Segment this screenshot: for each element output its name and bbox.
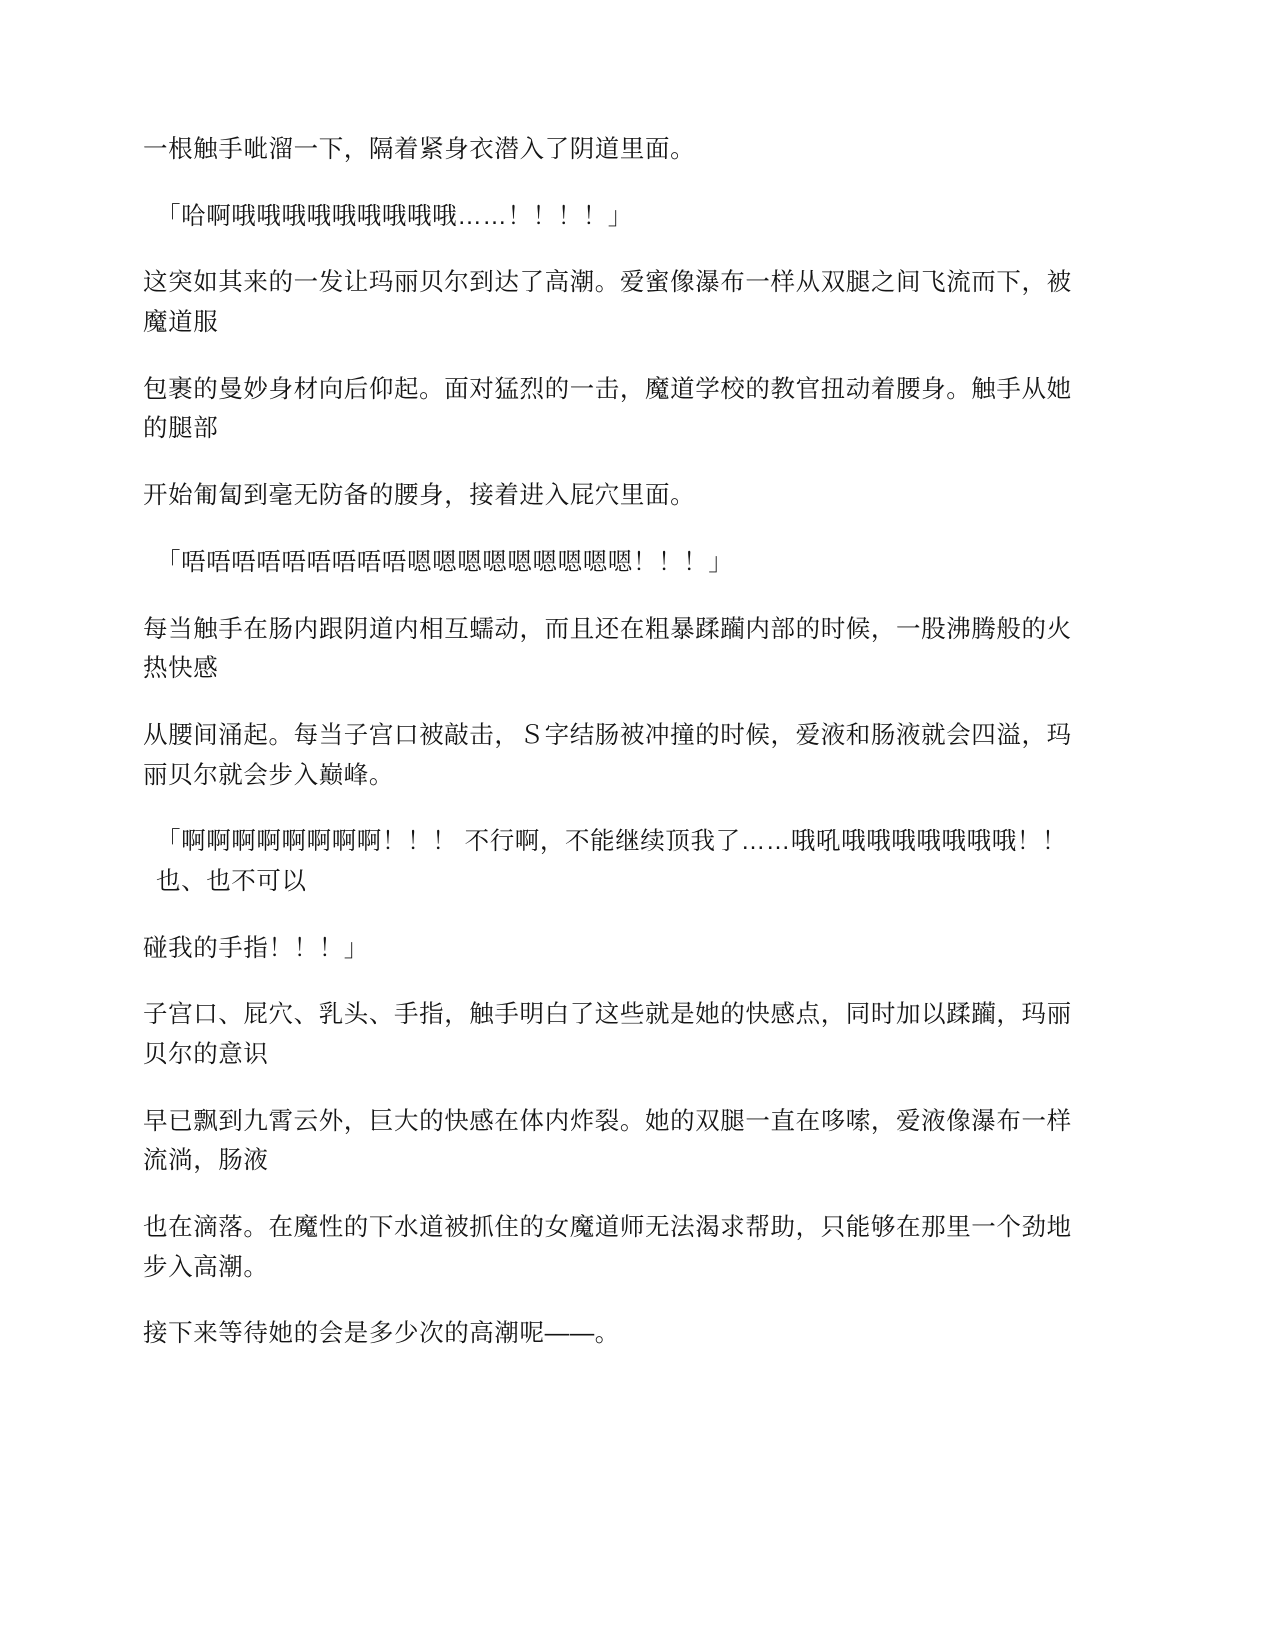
document-body [143, 130, 1075, 1354]
paragraph: 包裹的曼妙身材向后仰起。面对猛烈的一击，魔道学校的教官扭动着腰身。触手从她的腿部 [143, 375, 1072, 443]
paragraph: 早已飘到九霄云外，巨大的快感在体内炸裂。她的双腿一直在哆嗦，爱液像瀑布一样流淌，肠液 [143, 1107, 1072, 1175]
paragraph: 一根触手呲溜一下，隔着紧身衣潜入了阴道里面。 [143, 136, 696, 163]
paragraph-quote: 「啊啊啊啊啊啊啊啊！！！ 不行啊，不能继续顶我了……哦吼哦哦哦哦哦哦哦！！ 也、也不可以 [156, 828, 1075, 895]
paragraph: 每当触手在肠内跟阴道内相互蠕动，而且还在粗暴蹂躏内部的时候，一股沸腾般的火热快感 [143, 615, 1072, 683]
paragraph: 也在滴落。在魔性的下水道被抓住的女魔道师无法渴求帮助，只能够在那里一个劲地步入高潮。 [143, 1214, 1072, 1281]
paragraph: 从腰间涌起。每当子宫口被敲击，Ｓ字结肠被冲撞的时候，爱液和肠液就会四溢，玛丽贝尔就会步入巅峰。 [143, 721, 1072, 789]
paragraph: 开始匍匐到毫无防备的腰身，接着进入屁穴里面。 [143, 482, 696, 510]
paragraph: 碰我的手指！！！」 [143, 934, 369, 962]
paragraph: 这突如其来的一发让玛丽贝尔到达了高潮。爱蜜像瀑布一样从双腿之间飞流而下，被魔道服 [143, 269, 1072, 337]
paragraph-quote: 「哈啊哦哦哦哦哦哦哦哦哦……！！！！」 [156, 202, 633, 230]
paragraph: 子宫口、屁穴、乳头、手指，触手明白了这些就是她的快感点，同时加以蹂躏，玛丽贝尔的意识 [143, 1001, 1072, 1068]
paragraph-quote: 「唔唔唔唔唔唔唔唔唔嗯嗯嗯嗯嗯嗯嗯嗯嗯！！！」 [156, 548, 734, 576]
paragraph: 接下来等待她的会是多少次的高潮呢——。 [143, 1320, 620, 1348]
